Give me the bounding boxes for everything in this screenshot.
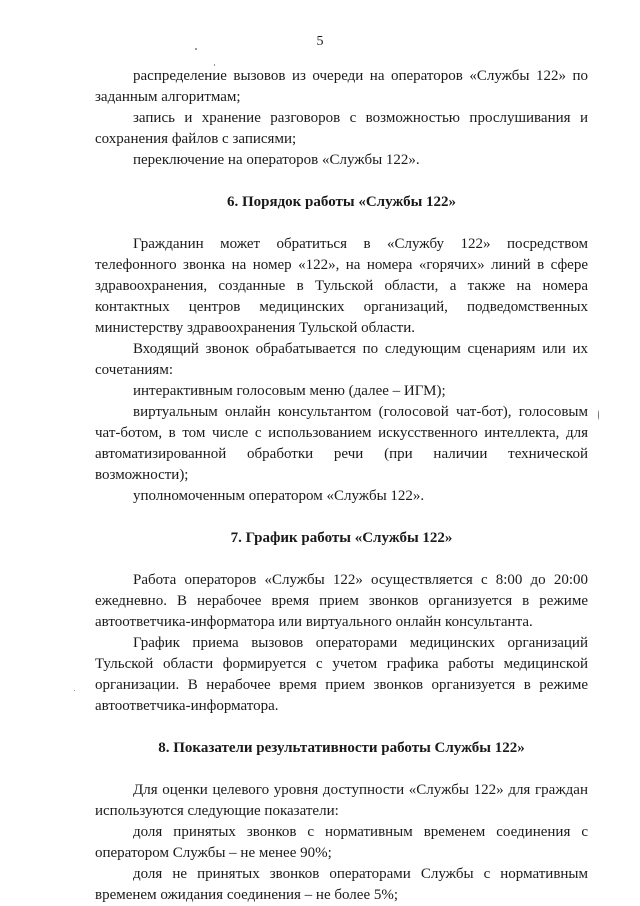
- paragraph-citizen-contact: Гражданин может обратиться в «Службу 122» посредством телефонного звонка на номер «122», на номера «горячих» линий в сфере здравоохранения, созданные в Тульской области, а также на номера контактных центров медицинских организаций, подведомственных министерству здравоохранения Тульской области.: [95, 236, 588, 336]
- scan-speck: [195, 48, 197, 50]
- paragraph-ivr-menu: интерактивным голосовым меню (далее – ИГМ);: [133, 383, 446, 399]
- paragraph-operator-switching: переключение на операторов «Службы 122».: [133, 152, 420, 168]
- paragraph-unanswered-calls-share: доля не принятых звонков операторами Службы с нормативным временем ожидания соединения – не более 5%;: [95, 866, 588, 903]
- paragraph-indicators-intro: Для оценки целевого уровня доступности «Службы 122» для граждан используются следующие показатели:: [95, 782, 588, 819]
- section-heading-6: 6. Порядок работы «Службы 122»: [226, 194, 457, 210]
- paragraph-call-distribution: распределение вызовов из очереди на операторов «Службы 122» по заданным алгоритмам;: [95, 68, 588, 105]
- scan-speck: [214, 64, 215, 66]
- paragraph-medical-org-schedule: График приема вызовов операторами медицинских организаций Тульской области формируется с учетом графика работы медицинской организации. В нерабочее время прием звонков организуется в режиме автоответчика-информатора.: [95, 635, 588, 714]
- paragraph-answered-calls-share: доля принятых звонков с нормативным временем соединения с оператором Службы – не менее 90%;: [95, 824, 588, 861]
- paragraph-incoming-call-scenarios: Входящий звонок обрабатывается по следующим сценариям или их сочетаниям:: [95, 341, 588, 378]
- paragraph-call-recording: запись и хранение разговоров с возможностью прослушивания и сохранения файлов с записями;: [95, 110, 588, 147]
- paragraph-authorized-operator: уполномоченным оператором «Службы 122».: [133, 488, 425, 504]
- document-body: [95, 66, 588, 906]
- scan-speck: [598, 410, 599, 420]
- section-heading-8: 8. Показатели результативности работы Службы 122»: [158, 740, 525, 756]
- section-heading-7: 7. График работы «Службы 122»: [230, 530, 453, 546]
- scan-speck: [74, 690, 75, 691]
- paragraph-chat-bot: виртуальным онлайн консультантом (голосовой чат-бот), голосовым чат-ботом, в том числе с использованием искусственного интеллекта, для автоматизированной обработки речи (при наличии технической возможности);: [95, 404, 588, 483]
- paragraph-operator-hours: Работа операторов «Службы 122» осуществляется с 8:00 до 20:00 ежедневно. В нерабочее время прием звонков организуется в режиме автоответчика-информатора или виртуального онлайн консультанта.: [95, 572, 588, 630]
- page-number: 5: [316, 34, 324, 49]
